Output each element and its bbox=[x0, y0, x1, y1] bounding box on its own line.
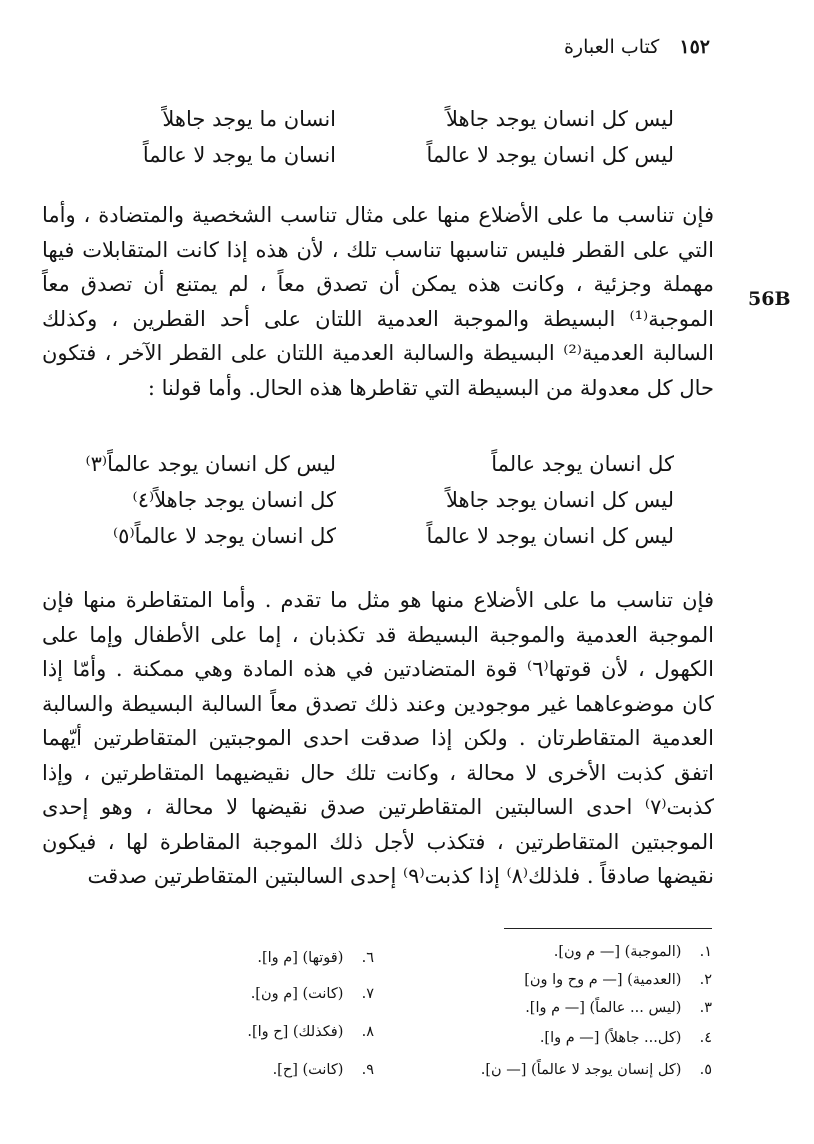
footnote-text: (كل إنسان يوجد لا عالماً) [— ن]. bbox=[480, 1062, 682, 1078]
footnote-6 bbox=[257, 950, 374, 966]
footnote-number: ٤. bbox=[699, 1030, 712, 1046]
table2-row2-left: كل انسان يوجد جاهلاً⁽٤⁾ bbox=[132, 488, 336, 512]
footnote-text: (كانت) [ح]. bbox=[272, 1062, 344, 1078]
footnote-number: ١. bbox=[699, 944, 712, 960]
footnote-text: (كانت) [م ون]. bbox=[250, 986, 344, 1002]
footnote-7 bbox=[251, 986, 374, 1002]
footnote-text: (الموجبة) [— م ون]. bbox=[553, 944, 682, 960]
footnote-number: ٦. bbox=[361, 950, 374, 966]
footnote-1 bbox=[554, 944, 712, 960]
paragraph-2: فإن تناسب ما على الأضلاع منها هو مثل ما تقدم . وأما المتقاطرة منها فإن الموجبة العدمية والموجبة البسيطة قد تكذبان ، إما على الأطفال وإما على الكهول ، لأن قوتها⁽٦⁾ قوة المتضادتين في هذه المادة وهي ممكنة . وأمّا إذا كان موضوعاهما غير موجودين وعند ذلك تصدق معاً السالبة البسيطة والسالبة العدمية المتقاطرتان . ولكن إذا صدقت احدى الموجبتين المتقاطرتين أيّهما اتفق كذبت الأخرى لا محالة ، وكانت تلك حال نقيضيهما المتقاطرتين ، وإذا كذبت⁽٧⁾ احدى السالبتين المتقاطرتين صدق نقيضها لا محالة ، وهو إحدى الموجبتين المتقاطرتين ، فتكذب لأجل ذلك الموجبة المقاطرة لها ، فيكون نقيضها صادقاً . فلذلك⁽٨⁾ إذا كذبت⁽٩⁾ إحدى السالبتين المتقاطرتين صدقت bbox=[42, 588, 714, 888]
paragraph-1: فإن تناسب ما على الأضلاع منها على مثال تناسب الشخصية والمتضادة ، وأما التي على القطر فليس تناسبها تناسب تلك ، لأن هذه إذا كانت المتقابلات فيها مهملة وجزئية ، وكانت هذه يمكن أن تصدق معاً ، لم يمتنع أن تصدق معاً الموجبة⁽¹⁾ البسيطة والموجبة العدمية اللتان على أحد القطرين ، وكذلك السالبة العدمية⁽²⁾ البسيطة والسالبة العدمية اللتان على القطر الآخر ، فتكون حال كل معدولة من البسيطة التي تقاطرها هذه الحال. وأما قولنا : bbox=[42, 203, 714, 400]
footnote-text: (فكذلك) [ح وا]. bbox=[247, 1024, 344, 1040]
footnote-text: (كل... جاهلاً) [— م وا]. bbox=[539, 1030, 682, 1046]
footnote-text: (العدمية) [— م وح وا ون] bbox=[524, 972, 682, 988]
footnote-divider bbox=[504, 928, 712, 929]
table1-row2-right: ليس كل انسان يوجد لا عالماً bbox=[426, 143, 674, 167]
footnote-4 bbox=[540, 1030, 712, 1046]
footnote-number: ٣. bbox=[699, 1000, 712, 1016]
footnote-number: ٥. bbox=[699, 1062, 712, 1078]
book-title: كتاب العبارة bbox=[563, 36, 660, 58]
table2-row3-left: كل انسان يوجد لا عالماً⁽٥⁾ bbox=[113, 524, 336, 548]
table1-row1-left: انسان ما يوجد جاهلاً bbox=[162, 107, 336, 131]
footnote-2 bbox=[524, 972, 712, 988]
footnote-number: ٩. bbox=[361, 1062, 374, 1078]
footnote-9 bbox=[273, 1062, 374, 1078]
table2-row3-right: ليس كل انسان يوجد لا عالماً bbox=[426, 524, 674, 548]
footnote-5 bbox=[481, 1062, 712, 1078]
footnote-text: (ليس ... عالماً) [— م وا]. bbox=[525, 1000, 682, 1016]
table1-row2-left: انسان ما يوجد لا عالماً bbox=[142, 143, 336, 167]
footnote-8 bbox=[247, 1024, 374, 1040]
footnote-number: ٨. bbox=[361, 1024, 374, 1040]
table2-row2-right: ليس كل انسان يوجد جاهلاً bbox=[445, 488, 674, 512]
footnote-3 bbox=[525, 1000, 712, 1016]
table2-row1-right: كل انسان يوجد عالماً bbox=[491, 452, 674, 476]
table1-row1-right: ليس كل انسان يوجد جاهلاً bbox=[445, 107, 674, 131]
footnote-number: ٧. bbox=[361, 986, 374, 1002]
table2-row1-left: ليس كل انسان يوجد عالماً⁽٣⁾ bbox=[85, 452, 336, 476]
page-number: ١٥٢ bbox=[679, 36, 710, 58]
footnote-text: (قوتها) [م وا]. bbox=[257, 950, 344, 966]
margin-folio-reference: 56B bbox=[748, 288, 791, 310]
running-header bbox=[564, 36, 710, 58]
footnote-number: ٢. bbox=[699, 972, 712, 988]
